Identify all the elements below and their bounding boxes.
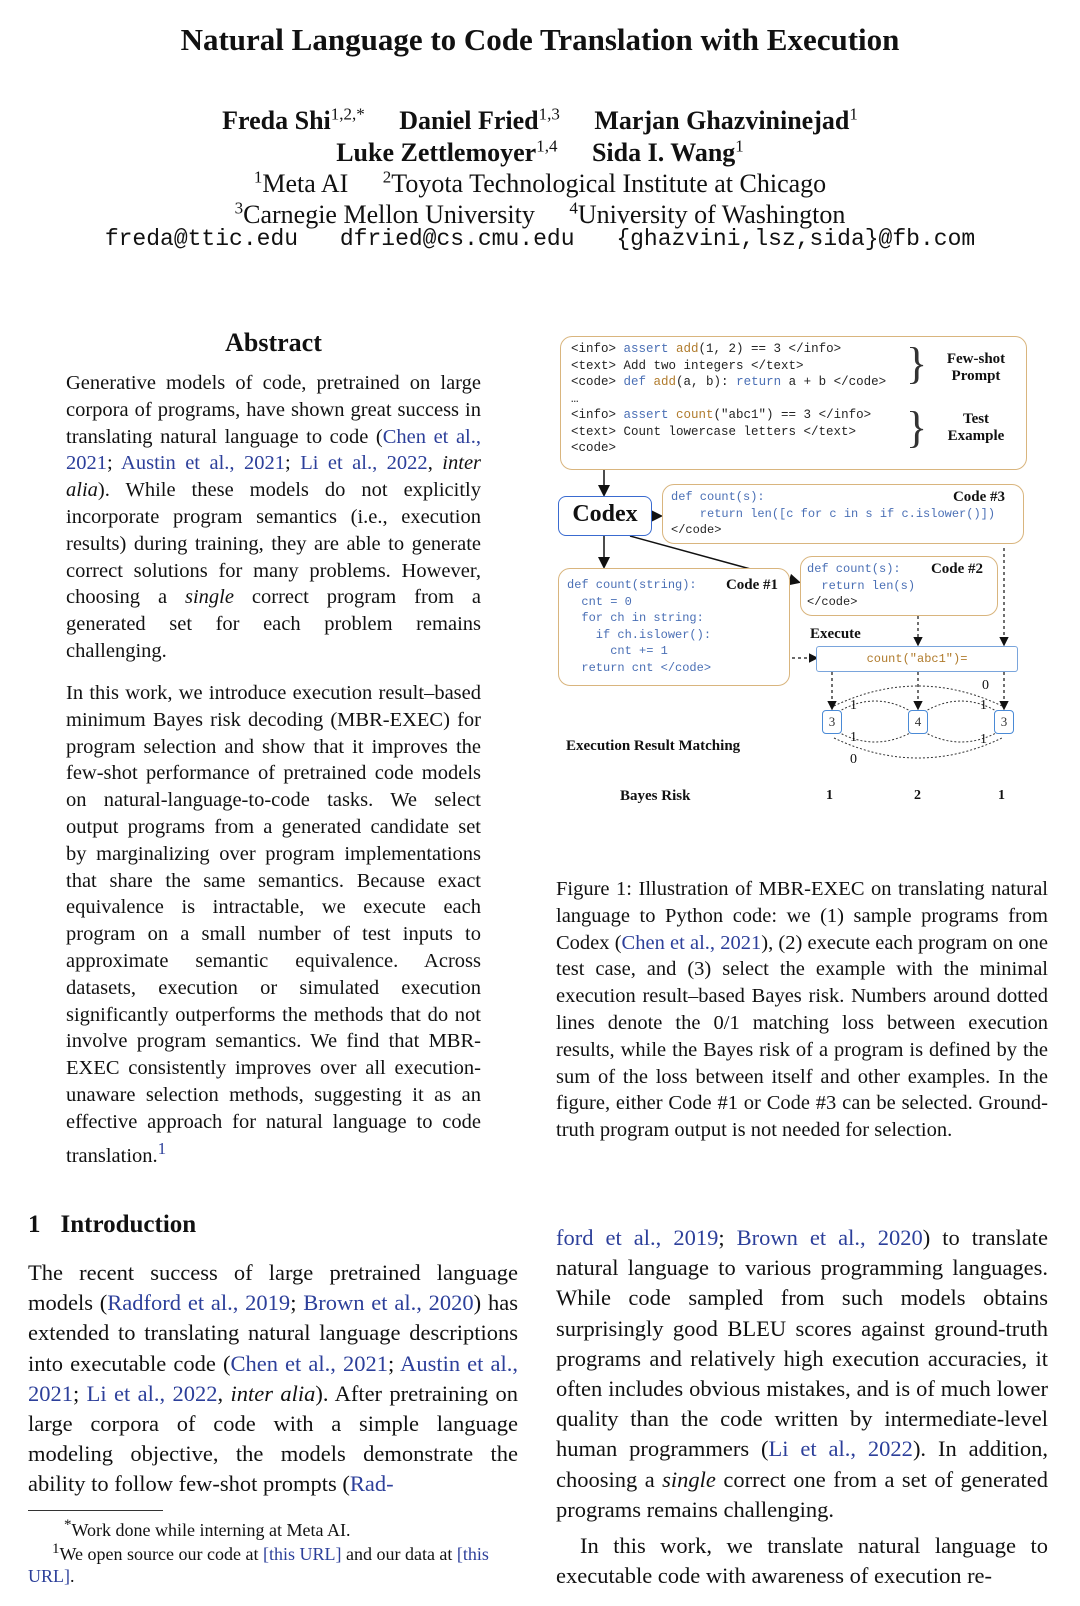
intro-paragraph-left: The recent success of large pretrained language models (Radford et al., 2019; Brown et al., 2020) has extended to translating natural language descriptions into executable code (Chen et al., 2021; Austin et al., 2021; Li et al., 2022, inter alia). After pretraining on large corpora of code with a simple language modeling objective, the models demonstrate the ability to follow few-shot prompts (Rad- [28,1260,519,1497]
codex-label: Codex [572,501,638,527]
code3-snippet: def count(s): return len([c for c in s if c.islower()]) </code> [671,490,996,537]
footnote-divider [28,1510,163,1511]
prompt-box [560,336,1027,470]
bayes-risk-value: 1 [998,788,1005,803]
author: Sida I. Wang$^1$ [591,136,744,167]
url-link[interactable]: [this URL] [262,1544,342,1564]
citation-link[interactable]: Brown et al., 2020 [303,1290,474,1316]
intro-paragraph-right-2: In this work, we translate natural language to executable code with awareness of execution re- [556,1533,1048,1589]
figure-caption: Figure 1: Illustration of MBR-EXEC on translating natural language to Python code: we (1) sample programs from Codex (Chen et al., 2021), (2) execute each program on one test case, and (3) select the example with the minimal execution result–based Bayes risk. Numbers around dotted lines denote the 0/1 matching loss between execution results, while the Bayes risk of a program is defined by the sum of the loss between itself and other examples. In the figure, either Code #1 or Code #3 can be selected. Ground-truth program output is not needed for selection. [556,878,1048,1142]
prompt-code: <info> assert add(1, 2) == 3 </info> <text> Add two integers </text> <code> def add(a, b): return a + b </code> … <info> assert count("abc1") == 3 </info> <text> Count lowercase letters </text> <code> [571,342,887,455]
citation-link[interactable]: ford et al., 2019 [556,1225,719,1250]
execute-call-box [816,646,1018,672]
result-node: 4 [908,710,928,734]
citation-link[interactable]: Li et al., 2022 [86,1380,218,1406]
execute-label: Execute [810,626,861,642]
citation-link[interactable]: Li et al., 2022 [768,1436,913,1462]
execute-call: count("abc1")= [866,652,968,666]
citation-link[interactable]: Chen et al., 2021 [621,931,762,954]
few-shot-label: Few-shot Prompt [946,351,1006,384]
bayes-risk-value: 1 [826,788,833,803]
code1-snippet: def count(string): cnt = 0 for ch in string: if ch.islower(): cnt += 1 return cnt </code> [567,578,712,675]
citation-link[interactable]: Radford et al., 2019 [107,1290,291,1316]
loss-label: 1 [980,732,987,747]
figure-1 [566,339,1050,824]
footnote-1: *Work done while interning at Meta AI. [64,1517,351,1540]
result-node: 3 [994,710,1014,734]
loss-label: 1 [850,730,857,745]
abstract-paragraph-2: In this work, we introduce execution result–based minimum Bayes risk decoding (MBR-EXEC) for program selection and show that it improves the few-shot performance of pretrained code models on natural-language-to-code tasks. We select output programs from a generated candidate set by marginalizing over program implementations that share the same semantics. Because exact equivalence is intractable, we execute each program on a small number of test inputs to approximate semantic equivalence. Across datasets, execution or simulated execution significantly outperforms the methods that do not involve program semantics. We find that MBR-EXEC consistently improves over all execution-unaware selection methods, suggesting it as an effective approach for natural language to code translation.$^1$ [66,682,481,1167]
abstract-paragraph-1: Generative models of code, pretrained on large corpora of programs, have shown great success in translating natural language to code (Chen et al., 2021; Austin et al., 2021; Li et al., 2022, inter alia). While these models do not explicitly incorporate program semantics (i.e., execution results) during training, they are able to generate correct solutions for many problems. However, choosing a single correct program from a generated set for each problem remains challenging. [66,372,482,662]
footnote-ref[interactable]: 1 [157,1138,167,1158]
code2-snippet: def count(s): return len(s) </code> [807,562,916,609]
citation-link[interactable]: Chen et al., 2021 [66,425,481,475]
citation-link[interactable]: Rad- [349,1471,394,1497]
section-heading: 1 Introduction [28,1211,197,1238]
author: Marjan Ghazvininejad$^1$ [594,104,858,135]
test-example-label: Test Example [947,411,1005,444]
author-emails [0,226,1080,252]
citation-link[interactable]: Chen et al., 2021 [230,1350,388,1376]
footnote-2: $^1$We open source our code at [this URL] and our data at [this URL]. [28,1541,489,1586]
author: Daniel Fried$^{1,3}$ [399,104,560,135]
affiliation: $^3$Carnegie Mellon University [234,198,535,229]
email[interactable]: dfried@cs.cmu.edu [339,226,575,252]
citation-link[interactable]: Li et al., 2022 [300,452,428,475]
paper-title: Natural Language to Code Translation with Execution [180,22,900,57]
loss-label: 1 [980,698,987,713]
affiliation: $^1$Meta AI [253,167,349,198]
url-link[interactable]: [this URL] [28,1544,489,1586]
affiliation: $^4$University of Washington [569,198,846,229]
citation-link[interactable]: Austin et al., 2021 [121,452,285,475]
bayes-risk-label: Bayes Risk [620,788,691,804]
code1-title: Code #1 [725,577,779,593]
code3-box [662,484,1024,544]
loss-label: 0 [982,678,989,693]
bayes-risk-value: 2 [914,788,921,803]
intro-paragraph-right: ford et al., 2019; Brown et al., 2020) to translate natural language to various programming languages. While code sampled from such models obtains surprisingly good BLEU scores against ground-truth programs and relatively high execution accuracies, it often includes obvious mistakes, and is of much lower quality than the code written by intermediate-level human programmers (Li et al., 2022). In addition, choosing a single correct one from a set of generated programs remains challenging. [556,1225,1048,1522]
code2-title: Code #2 [930,561,984,577]
abstract-heading: Abstract [225,328,322,357]
affiliations-line-2 [0,192,1080,230]
execution-result-matching-label: Execution Result Matching [566,738,741,754]
result-node: 3 [822,710,842,734]
brace-icon: } [906,403,928,452]
email[interactable]: {ghazvini,lsz,sida}@fb.com [616,226,976,252]
codex-box [558,496,652,536]
affiliation: $^2$Toyota Technological Institute at Chicago [382,167,827,198]
citation-link[interactable]: Austin et al., 2021 [28,1350,519,1406]
code1-box [558,568,790,686]
code2-box [800,556,998,616]
citation-link[interactable]: Brown et al., 2020 [736,1225,923,1250]
brace-icon: } [906,339,928,388]
loss-label: 1 [850,698,857,713]
author: Freda Shi$^{1,2,*}$ [222,104,365,135]
code3-title: Code #3 [952,489,1006,505]
email[interactable]: freda@ttic.edu [104,226,299,252]
author: Luke Zettlemoyer$^{1,4}$ [336,136,558,167]
loss-label: 0 [850,752,857,767]
